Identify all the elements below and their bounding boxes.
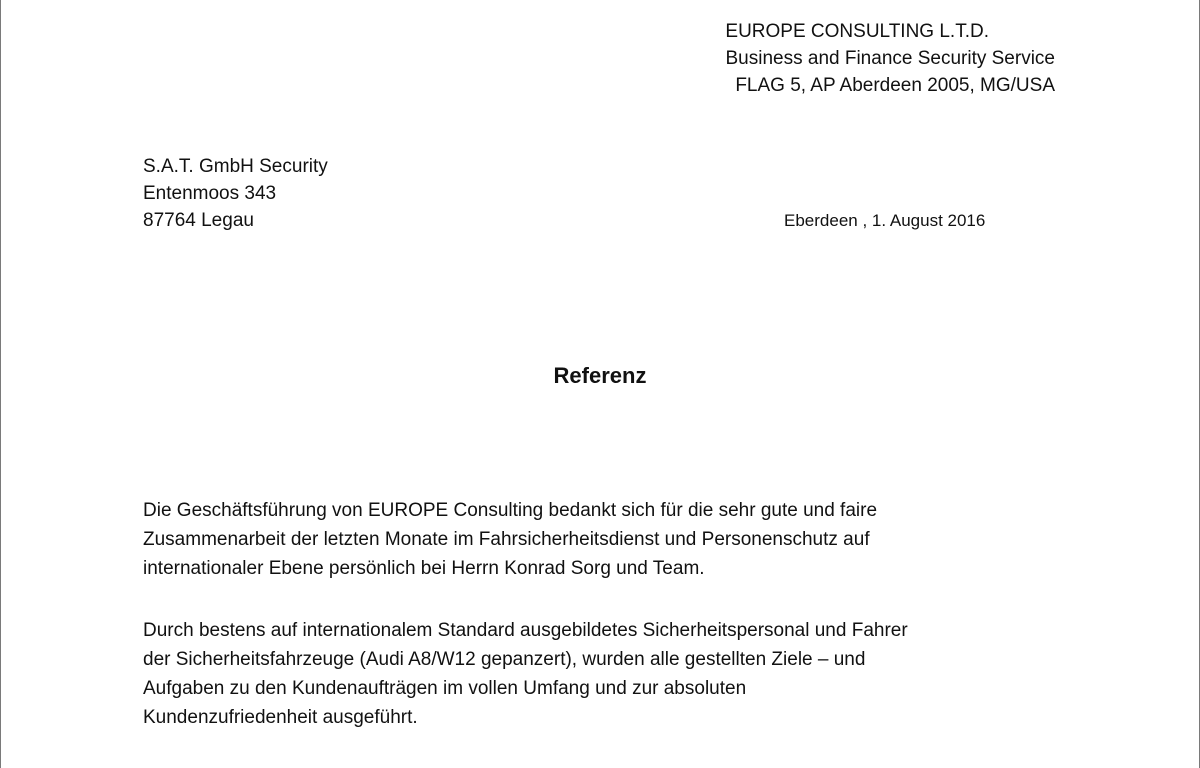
paragraph-line: Durch bestens auf internationalem Standard ausgebildetes Sicherheitspersonal und Fahrer [143, 620, 908, 641]
sender-department: Business and Finance Security Service [725, 48, 1055, 69]
body-paragraph-1 [143, 496, 1083, 583]
recipient-name: S.A.T. GmbH Security [143, 156, 328, 177]
sender-address: FLAG 5, AP Aberdeen 2005, MG/USA [735, 75, 1055, 96]
letter-subject: Referenz [553, 363, 647, 388]
paragraph-line: der Sicherheitsfahrzeuge (Audi A8/W12 gepanzert), wurden alle gestellten Ziele – und [143, 649, 866, 670]
paragraph-line: Kundenzufriedenheit ausgeführt. [143, 707, 418, 728]
recipient-city: 87764 Legau [143, 210, 254, 231]
paragraph-line: internationaler Ebene persönlich bei Herrn Konrad Sorg und Team. [143, 558, 705, 579]
sender-block [555, 18, 1055, 99]
paragraph-line: Die Geschäftsführung von EUROPE Consulting bedankt sich für die sehr gute und faire [143, 500, 878, 521]
date-line: Eberdeen , 1. August 2016 [784, 211, 986, 230]
paragraph-line: Aufgaben zu den Kundenaufträgen im vollen Umfang und zur absoluten [143, 678, 747, 699]
recipient-block [143, 153, 328, 234]
sender-company: EUROPE CONSULTING L.T.D. [725, 21, 989, 42]
paragraph-line: Zusammenarbeit der letzten Monate im Fahrsicherheitsdienst und Personenschutz auf [143, 529, 870, 550]
body-paragraph-2 [143, 616, 1083, 732]
recipient-street: Entenmoos 343 [143, 183, 277, 204]
